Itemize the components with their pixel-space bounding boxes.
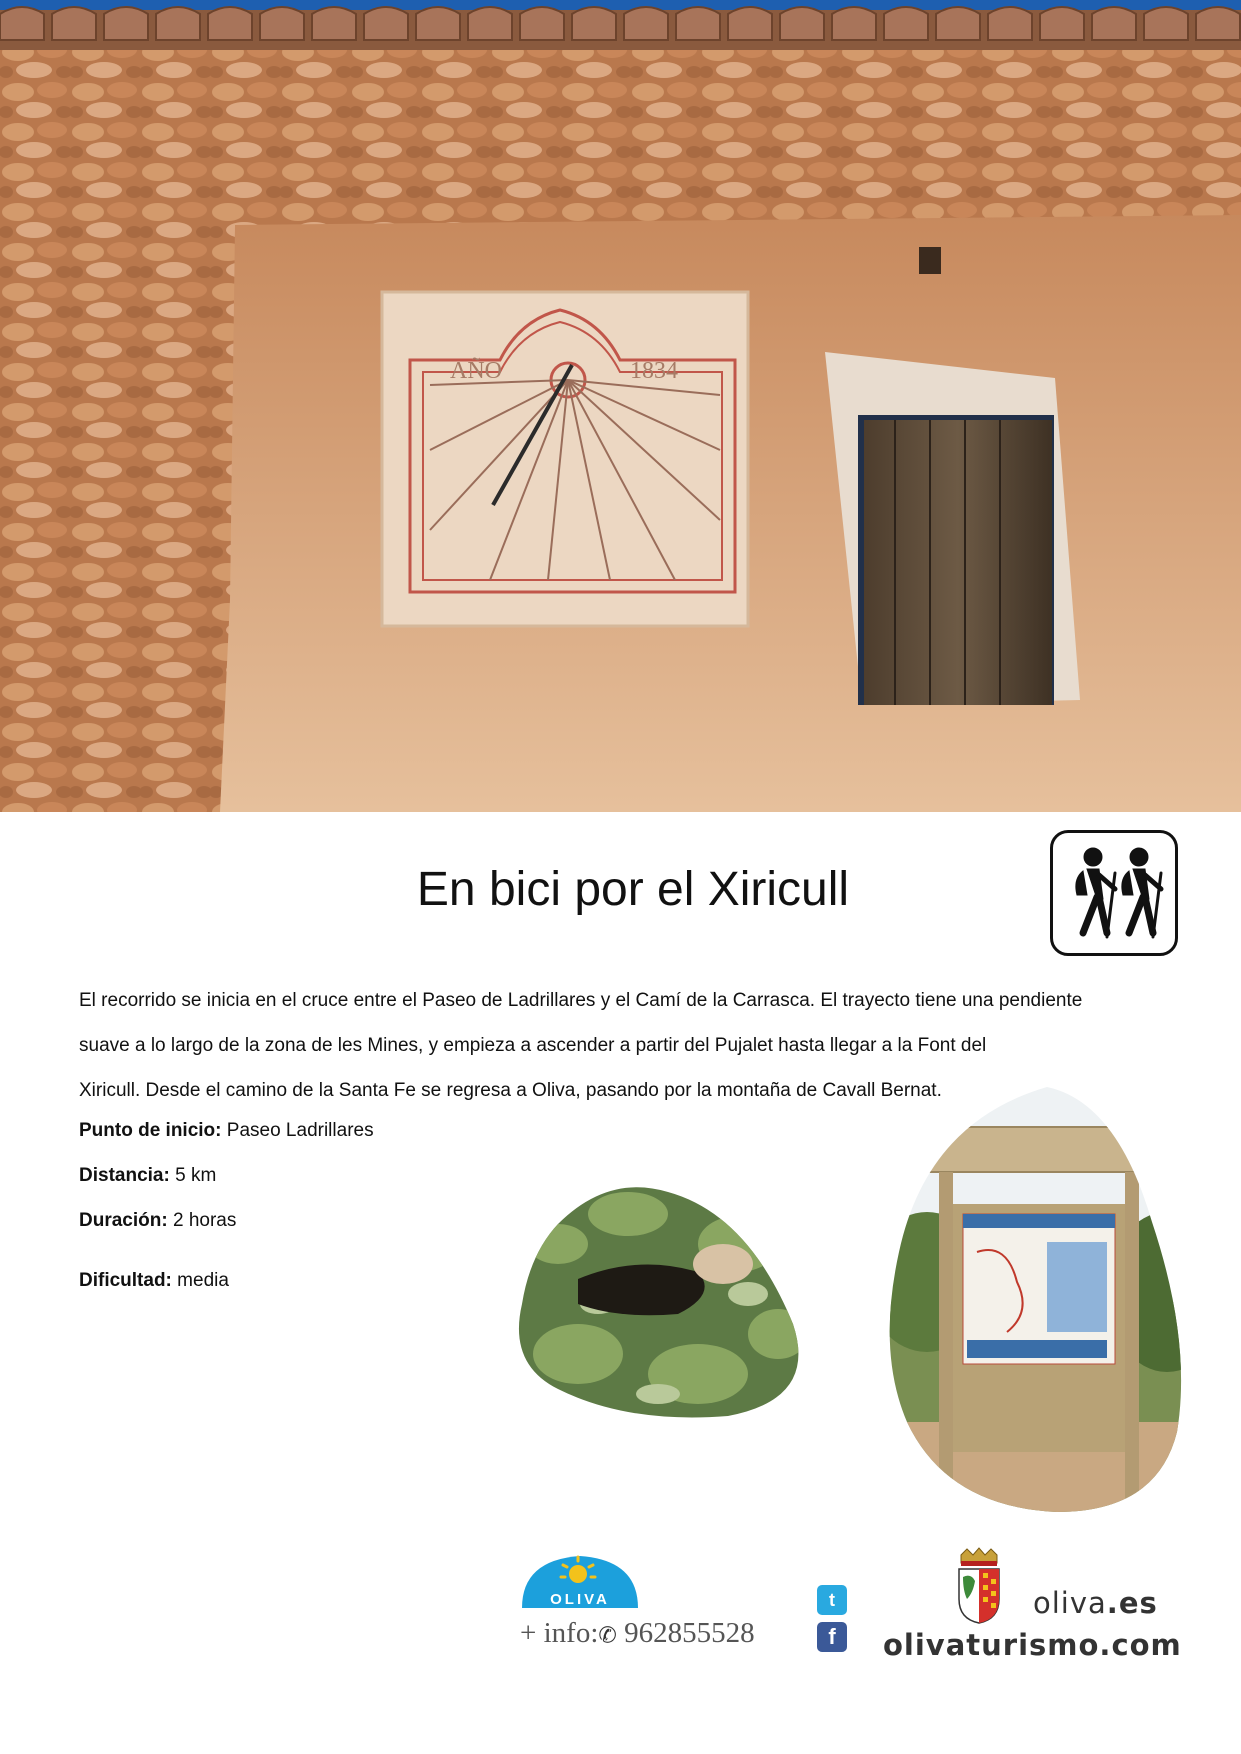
sundial	[382, 292, 748, 626]
svg-text:OLIVA: OLIVA	[550, 1591, 610, 1608]
fact-difficulty	[79, 1270, 229, 1292]
fact-start-point	[79, 1120, 374, 1142]
description-line: Xiricull. Desde el camino de la Santa Fe se regresa a Oliva, pasando por la montaña de Cavall Bernat.	[79, 1080, 942, 1101]
fact-label: Dificultad:	[79, 1270, 172, 1291]
olivaturismo-link[interactable]: olivaturismo.com	[883, 1628, 1182, 1662]
fact-value: 2 horas	[172, 1210, 237, 1231]
sundial-wall-illustration	[0, 0, 1241, 812]
contact-info	[520, 1617, 755, 1650]
ivy-cave-photo	[518, 1184, 814, 1420]
fact-value: Paseo Ladrillares	[226, 1120, 374, 1141]
description-line: El recorrido se inicia en el cruce entre el Paseo de Ladrillares y el Camí de la Carrasca. El trayecto tiene una pendiente	[79, 990, 1083, 1011]
description-line: suave a lo largo de la zona de les Mines, y empieza a ascender a partir del Pujalet hasta llegar a la Font del	[79, 1035, 987, 1056]
svg-text:AÑO: AÑO	[450, 358, 502, 384]
fact-value: 5 km	[175, 1165, 217, 1186]
fact-duration	[79, 1210, 236, 1232]
fact-label: Distancia:	[79, 1165, 170, 1186]
info-label: + info:	[520, 1617, 599, 1649]
roof-tiles	[0, 7, 1241, 50]
hikers-icon	[1053, 833, 1175, 953]
twitter-icon[interactable]: t	[817, 1585, 847, 1615]
phone-icon: ✆	[598, 1622, 617, 1648]
fact-value: media	[177, 1270, 229, 1291]
hero-photo	[0, 0, 1241, 812]
hikers-badge	[1050, 830, 1178, 956]
oliva-logo	[518, 1552, 642, 1610]
svg-text:1834: 1834	[630, 358, 678, 384]
fact-label: Punto de inicio:	[79, 1120, 222, 1141]
page-title: En bici por el Xiricull	[416, 863, 850, 916]
phone-number[interactable]: 962855528	[624, 1617, 755, 1649]
trail-signboard-photo	[887, 1082, 1191, 1514]
coat-of-arms-icon	[955, 1547, 1003, 1625]
fact-label: Duración:	[79, 1210, 168, 1231]
oliva-es-link[interactable]: oliva.es	[1033, 1586, 1158, 1620]
window	[825, 352, 1080, 705]
fact-distance	[79, 1165, 216, 1187]
facebook-icon[interactable]: f	[817, 1622, 847, 1652]
